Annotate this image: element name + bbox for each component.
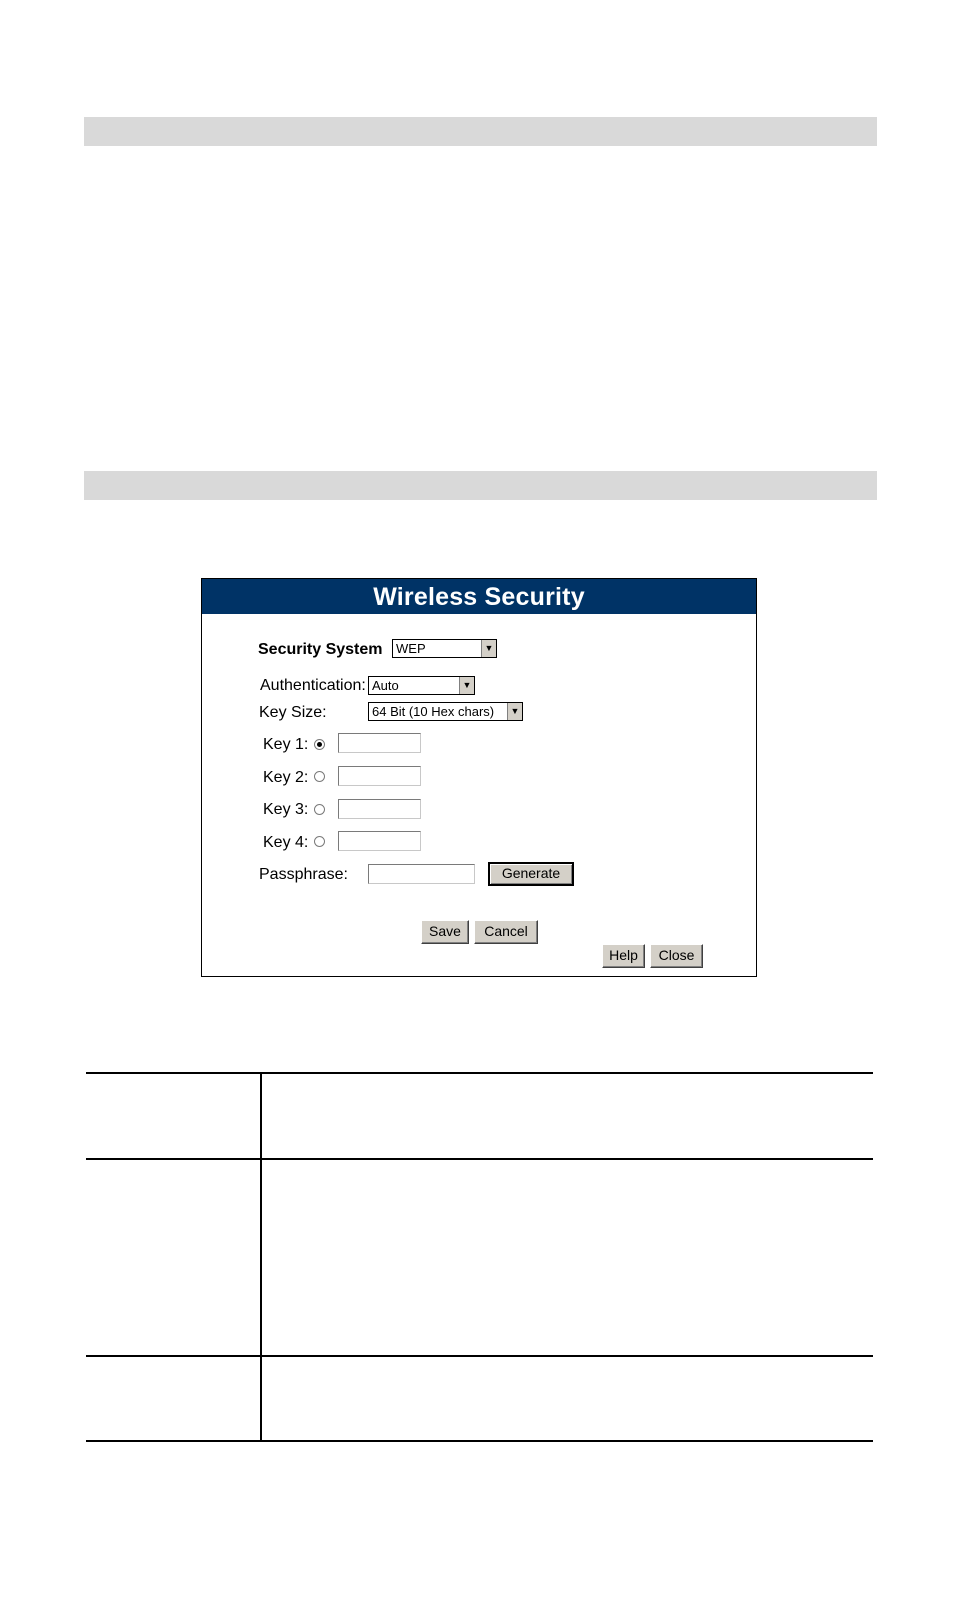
table-divider [86, 1158, 873, 1160]
save-button[interactable]: Save [421, 920, 469, 944]
authentication-label: Authentication: [260, 677, 366, 694]
key-2-input[interactable] [338, 766, 421, 786]
key-2-radio[interactable] [314, 771, 325, 782]
authentication-select[interactable]: Auto ▼ [368, 676, 475, 695]
passphrase-input[interactable] [368, 864, 475, 884]
table-divider [86, 1440, 873, 1442]
help-button[interactable]: Help [602, 944, 645, 968]
key-1-radio[interactable] [314, 739, 325, 750]
security-system-select[interactable]: WEP ▼ [392, 639, 497, 658]
passphrase-label: Passphrase: [259, 866, 348, 883]
wireless-security-dialog [201, 578, 757, 977]
table-divider [86, 1072, 873, 1074]
key-size-label: Key Size: [259, 704, 327, 721]
key-3-label: Key 3: [263, 801, 309, 818]
chevron-down-icon: ▼ [481, 640, 496, 657]
chevron-down-icon: ▼ [459, 677, 474, 694]
section-header-bar [84, 117, 877, 146]
close-button[interactable]: Close [650, 944, 703, 968]
key-1-label: Key 1: [263, 736, 309, 753]
dialog-title: Wireless Security [202, 579, 756, 614]
key-4-label: Key 4: [263, 834, 309, 851]
table-column-divider [260, 1072, 262, 1442]
key-2-label: Key 2: [263, 769, 309, 786]
key-3-radio[interactable] [314, 804, 325, 815]
section-header-bar [84, 471, 877, 500]
cancel-button[interactable]: Cancel [474, 920, 538, 944]
table-divider [86, 1355, 873, 1357]
key-1-input[interactable] [338, 733, 421, 753]
key-size-select[interactable]: 64 Bit (10 Hex chars) ▼ [368, 702, 523, 721]
generate-button[interactable]: Generate [488, 862, 574, 886]
security-system-label: Security System [258, 641, 383, 658]
key-4-input[interactable] [338, 831, 421, 851]
key-4-radio[interactable] [314, 836, 325, 847]
chevron-down-icon: ▼ [507, 703, 522, 720]
key-3-input[interactable] [338, 799, 421, 819]
